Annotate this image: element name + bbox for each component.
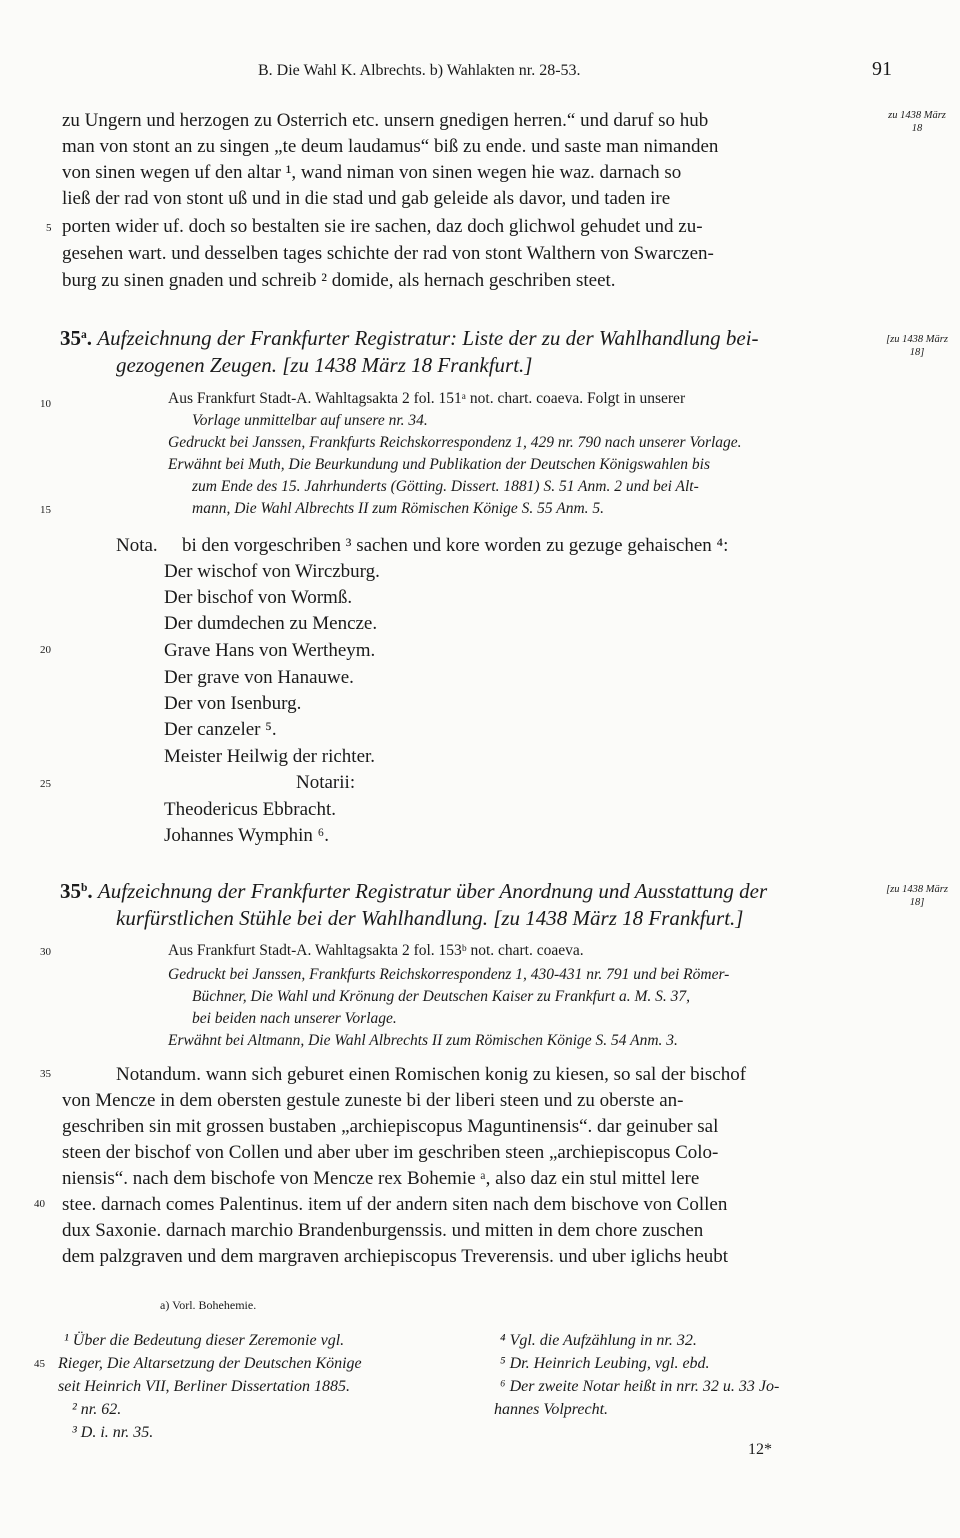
section-suffix: b [81,882,88,895]
signature-mark: 12* [748,1441,772,1458]
footnote-line: ³ D. i. nr. 35. [72,1424,154,1441]
line-number: 40 [34,1198,45,1210]
footnote-line: ¹ Über die Bedeutung dieser Zeremonie vgl. [64,1332,345,1349]
footnote-line: ² nr. 62. [72,1401,122,1418]
section-title-line: Aufzeichnung der Frankfurter Registratur über Anordnung und Ausstattung der [97,879,768,903]
footnote-line: ⁵ Dr. Heinrich Leubing, vgl. ebd. [500,1355,710,1372]
footnote-line: ⁶ Der zweite Notar heißt in nrr. 32 u. 33 Jo- [500,1378,780,1395]
margin-date-section-b: [zu 1438 März 18] [886,884,948,908]
line-number: 30 [40,946,51,958]
notarii-label: Notarii: [296,772,356,793]
body-line: man von stont an zu singen „te deum laudamus“ biß zu ende. und saste man nimanden [62,136,719,157]
body-line: von Mencze in dem obersten gestule zuneste bi der liberi steen und zu oberste an- [62,1090,684,1111]
source-line: bei beiden nach unserer Vorlage. [192,1010,397,1027]
line-number: 5 [46,222,52,234]
footnote-line: ⁴ Vgl. die Aufzählung in nr. 32. [500,1332,697,1349]
running-head: B. Die Wahl K. Albrechts. b) Wahlakten nr. 28-53. [258,62,581,79]
nota-label: Nota. [116,535,158,556]
line-number: 15 [40,504,51,516]
source-line: Gedruckt bei Janssen, Frankfurts Reichskorrespondenz 1, 429 nr. 790 nach unserer Vorlage. [168,434,742,451]
body-line: dux Saxonie. darnach marchio Brandenburgenssis. und mitten in dem chore zuschen [62,1220,704,1241]
source-line: Vorlage unmittelbar auf unsere nr. 34. [192,412,428,429]
line-number: 20 [40,644,51,656]
margin-date-section-a: [zu 1438 März 18] [886,334,948,358]
section-title-line: Aufzeichnung der Frankfurter Registratur: Liste der zu der Wahlhandlung bei- [97,326,759,350]
line-number: 35 [40,1068,51,1080]
body-line: Notandum. wann sich geburet einen Romischen konig zu kiesen, so sal der bischof [116,1064,747,1085]
body-line: geschriben sin mit grossen bustaben „archiepiscopus Maguntinensis“. dar geinuber sal [62,1116,719,1137]
line-number: 45 [34,1358,45,1370]
section-title-line: gezogenen Zeugen. [zu 1438 März 18 Frankfurt.] [116,353,533,377]
footnote-line: seit Heinrich VII, Berliner Dissertation 1885. [58,1378,350,1395]
nota-text: bi den vorgeschriben ³ sachen und kore worden zu gezuge gehaischen ⁴: [182,535,729,556]
body-line: stee. darnach comes Palentinus. item uf der andern siten nach dem bischove von Collen [62,1194,728,1215]
body-line: zu Ungern und herzogen zu Osterrich etc. unsern gnedigen herren.“ und daruf so hub [62,110,709,131]
page-number: 91 [872,58,892,80]
body-line: porten wider uf. doch so bestalten sie ire sachen, daz doch glichwol gehudet und zu- [62,216,703,237]
body-line: burg zu sinen gnaden und schreib ² domide, als hernach geschriben steet. [62,270,616,291]
witness-item: Der bischof von Wormß. [164,587,353,608]
section-number: 35 [60,326,81,350]
witness-item: Der wischof von Wirczburg. [164,561,380,582]
footnote-line: hannes Volprecht. [494,1401,609,1418]
body-line: ließ der rad von stont uß und in die stad und gab geleide als davor, und taden ire [62,188,671,209]
line-number: 25 [40,778,51,790]
witness-item: Grave Hans von Wertheym. [164,640,376,661]
footnote-line: Rieger, Die Altarsetzung der Deutschen Könige [58,1355,362,1372]
section-heading-35b: 35$^b$. Aufzeichnung der Frankfurter Registratur über Anordnung und Ausstattung der [60,879,768,903]
source-line: Erwähnt bei Muth, Die Beurkundung und Publikation der Deutschen Königswahlen bis [168,456,711,473]
source-line: Aus Frankfurt Stadt-A. Wahltagsakta 2 fol. 151ᵃ not. chart. coaeva. Folgt in unserer [168,390,686,407]
source-line: Erwähnt bei Altmann, Die Wahl Albrechts II zum Römischen Könige S. 54 Anm. 3. [168,1032,678,1049]
section-heading-35a: 35$^a$. Aufzeichnung der Frankfurter Registratur: Liste der zu der Wahlhandlung bei- [60,326,759,350]
source-line: Büchner, Die Wahl und Krönung der Deutschen Kaiser zu Frankfurt a. M. S. 37, [192,988,690,1005]
witness-item: Der canzeler ⁵. [164,719,277,740]
witness-item: Der grave von Hanauwe. [164,667,354,688]
notary-item: Johannes Wymphin ⁶. [164,825,330,846]
source-line: zum Ende des 15. Jahrhunderts (Götting. Dissert. 1881) S. 51 Anm. 2 und bei Alt- [192,478,699,495]
line-number: 10 [40,398,51,410]
variant-note: a) Vorl. Bohehemie. [160,1298,257,1312]
witness-item: Der dumdechen zu Mencze. [164,613,378,634]
notary-item: Theodericus Ebbracht. [164,799,336,820]
source-line: Gedruckt bei Janssen, Frankfurts Reichskorrespondenz 1, 430-431 nr. 791 und bei Römer- [168,966,730,983]
margin-date-top: zu 1438 März 18 [888,110,946,134]
section-title-line: kurfürstlichen Stühle bei der Wahlhandlung. [zu 1438 März 18 Frankfurt.] [116,906,744,930]
section-suffix: a [81,329,87,342]
section-number: 35 [60,879,81,903]
body-line: niensis“. nach dem bischofe von Mencze rex Bohemie ᵃ, also daz ein stul mittel lere [62,1168,700,1189]
body-line: gesehen wart. und desselben tages schichte der rad von stont Walthern von Swarczen- [62,243,714,264]
source-line: mann, Die Wahl Albrechts II zum Römischen Könige S. 55 Anm. 5. [192,500,605,517]
body-line: dem palzgraven und dem margraven archiepiscopus Treverensis. und uber iglichs heubt [62,1246,729,1267]
body-line: steen der bischof von Collen und aber uber im geschriben steen „archiepiscopus Colo- [62,1142,719,1163]
body-line: von sinen wegen uf den altar ¹, wand niman von sinen wegen hie waz. darnach so [62,162,682,183]
source-line: Aus Frankfurt Stadt-A. Wahltagsakta 2 fol. 153ᵇ not. chart. coaeva. [168,942,584,959]
witness-item: Der von Isenburg. [164,693,302,714]
witness-item: Meister Heilwig der richter. [164,746,376,767]
